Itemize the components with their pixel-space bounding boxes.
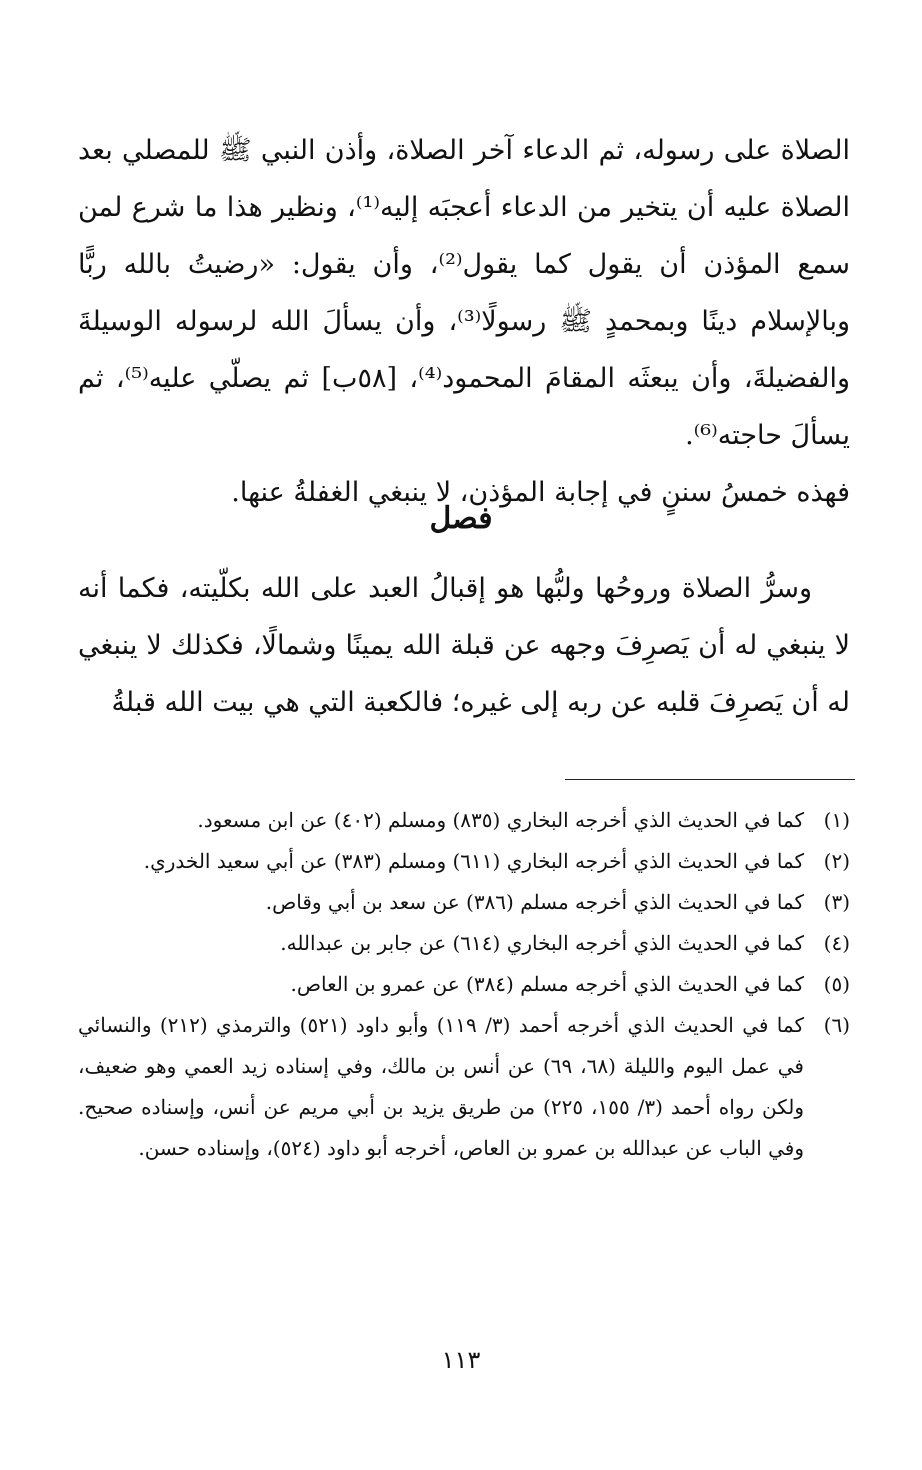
page-number: ١١٣ [441, 1346, 481, 1374]
footnotes [78, 800, 850, 1169]
footnote-text: كما في الحديث الذي أخرجه مسلم (٣٨٦) عن سعد بن أبي وقاص. [265, 890, 804, 914]
footnote-separator [565, 779, 855, 780]
footnote-number: (٣) [823, 890, 850, 914]
footnote-item [78, 882, 850, 923]
footnote-number: (٥) [823, 972, 850, 996]
footnote-number: (٦) [823, 1013, 850, 1037]
section-paragraph: وسرُّ الصلاة وروحُها ولبُّها هو إقبالُ العبد على الله بكلّيته، فكما أنه لا ينبغي له أن يَصرِفَ وجهه عن قبلة الله يمينًا وشمالًا، فكذلك لا ينبغي له أن يَصرِفَ قلبه عن ربه إلى غيره؛ فالكعبة التي هي بيت الله قبلةُ [78, 573, 850, 718]
footnote-item [78, 964, 850, 1005]
footnote-item [78, 1005, 850, 1169]
closing-sentence: فهذه خمسُ سننٍ في إجابة المؤذن، لا ينبغي الغفلةُ عنها. [231, 477, 850, 508]
main-paragraph: الصلاة على رسوله، ثم الدعاء آخر الصلاة، وأذن النبي ﷺ للمصلي بعد الصلاة عليه أن يتخير من الدعاء أعجبَه إليه⁽¹⁾، ونظير هذا ما شرع لمن سمع المؤذن أن يقول كما يقول⁽²⁾، وأن يقول: «رضيتُ بالله ربًّا وبالإسلام دينًا وبمحمدٍ ﷺ رسولًا⁽³⁾، وأن يسألَ الله لرسوله الوسيلةَ والفضيلةَ، وأن يبعثَه المقامَ المحمود⁽⁴⁾، [٥٨ب] ثم يصلّي عليه⁽⁵⁾، ثم يسألَ حاجته⁽⁶⁾. [78, 135, 851, 451]
footnote-text: كما في الحديث الذي أخرجه أحمد (٣/ ١١٩) وأبو داود (٥٢١) والترمذي (٢١٢) والنسائي في عمل اليوم والليلة (٦٨، ٦٩) عن أنس بن مالك، وفي إسناده زيد العمي وهو ضعيف، ولكن رواه أحمد (٣/ ١٥٥، ٢٢٥) من طريق يزيد بن أبي مريم عن أنس، وإسناده صحيح. وفي الباب عن عبدالله بن عمرو بن العاص، أخرجه أبو داود (٥٢٤)، وإسناده حسن. [78, 1013, 805, 1160]
footnote-item [78, 923, 850, 964]
footnote-text: كما في الحديث الذي أخرجه البخاري (٦١٤) عن جابر بن عبدالله. [280, 931, 804, 955]
footnote-text: كما في الحديث الذي أخرجه البخاري (٦١١) ومسلم (٣٨٣) عن أبي سعيد الخدري. [143, 849, 804, 873]
footnote-number: (١) [823, 808, 850, 832]
footnote-text: كما في الحديث الذي أخرجه مسلم (٣٨٤) عن عمرو بن العاص. [290, 972, 804, 996]
main-body-text [78, 122, 850, 521]
footnote-item [78, 800, 850, 841]
footnote-text: كما في الحديث الذي أخرجه البخاري (٨٣٥) ومسلم (٤٠٢) عن ابن مسعود. [197, 808, 804, 832]
section-body-text [78, 560, 850, 731]
footnote-number: (٤) [823, 931, 850, 955]
footnote-item [78, 841, 850, 882]
section-heading: فصل [429, 501, 493, 536]
footnote-number: (٢) [823, 849, 850, 873]
